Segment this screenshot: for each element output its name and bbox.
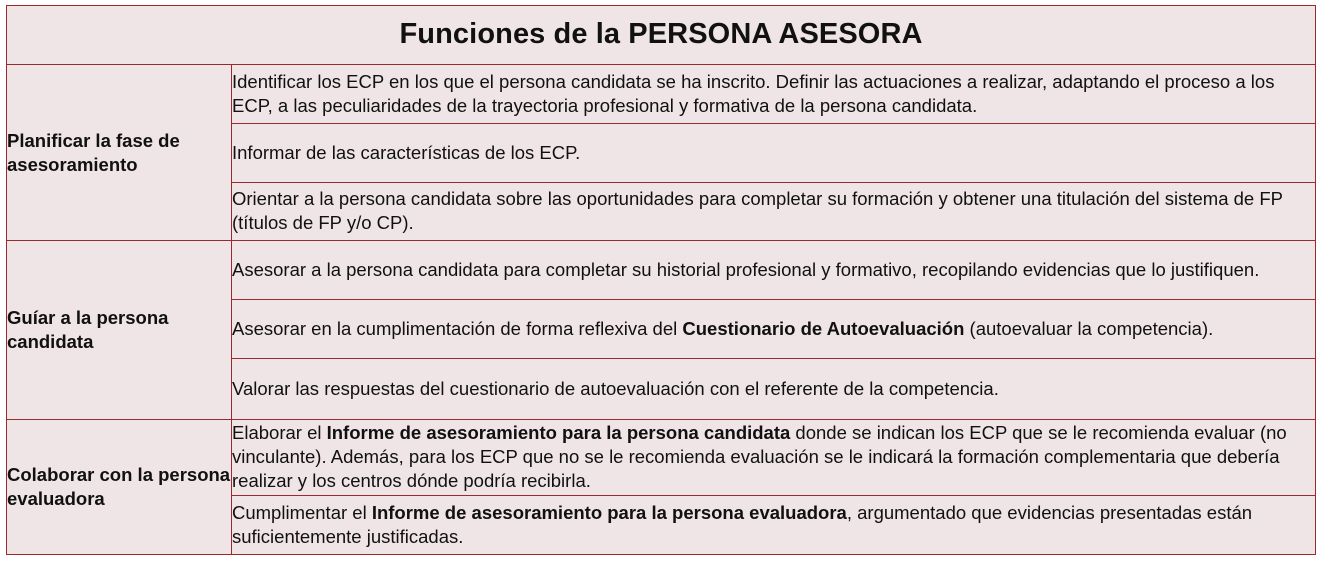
- function-cell: Asesorar en la cumplimentación de forma reflexiva del Cuestionario de Autoevaluación (autoevaluar la competencia).: [232, 300, 1316, 359]
- function-cell: Orientar a la persona candidata sobre las oportunidades para completar su formación y obtener una titulación del sistema de FP (títulos de FP y/o CP).: [232, 182, 1316, 241]
- function-cell: Identificar los ECP en los que el persona candidata se ha inscrito. Definir las actuaciones a realizar, adaptando el proceso a los ECP, a las peculiaridades de la trayectoria profesional y formativa de la persona candidata.: [232, 64, 1316, 123]
- function-cell: Elaborar el Informe de asesoramiento para la persona candidata donde se indican los ECP que se le recomienda evaluar (no vinculante). Además, para los ECP que no se le recomienda evaluación se le indicará la formación complementaria que debería realizar y los centros dónde podría recibirla.: [232, 419, 1316, 495]
- table-row: [7, 241, 1316, 300]
- function-cell: Informar de las características de los ECP.: [232, 123, 1316, 182]
- functions-table: [6, 5, 1316, 555]
- bold-term: Cuestionario de Autoevaluación: [682, 318, 965, 340]
- table-header-row: [7, 6, 1316, 65]
- function-cell: Valorar las respuestas del cuestionario de autoevaluación con el referente de la competencia.: [232, 359, 1316, 420]
- table-row: [7, 64, 1316, 123]
- group-label-planificar: Planificar la fase de asesoramiento: [7, 64, 232, 241]
- group-label-colaborar: Colaborar con la persona evaluadora: [7, 419, 232, 554]
- functions-table-container: [6, 5, 1315, 555]
- bold-term: Informe de asesoramiento para la persona candidata: [326, 422, 791, 444]
- group-label-guiar: Guíar a la persona candidata: [7, 241, 232, 420]
- table-row: [7, 419, 1316, 495]
- bold-term: Informe de asesoramiento para la persona evaluadora: [371, 502, 847, 524]
- table-title: Funciones de la PERSONA ASESORA: [7, 6, 1316, 65]
- function-cell: Asesorar a la persona candidata para completar su historial profesional y formativo, recopilando evidencias que lo justifiquen.: [232, 241, 1316, 300]
- function-cell: Cumplimentar el Informe de asesoramiento para la persona evaluadora, argumentado que evidencias presentadas están suficientemente justificadas.: [232, 496, 1316, 555]
